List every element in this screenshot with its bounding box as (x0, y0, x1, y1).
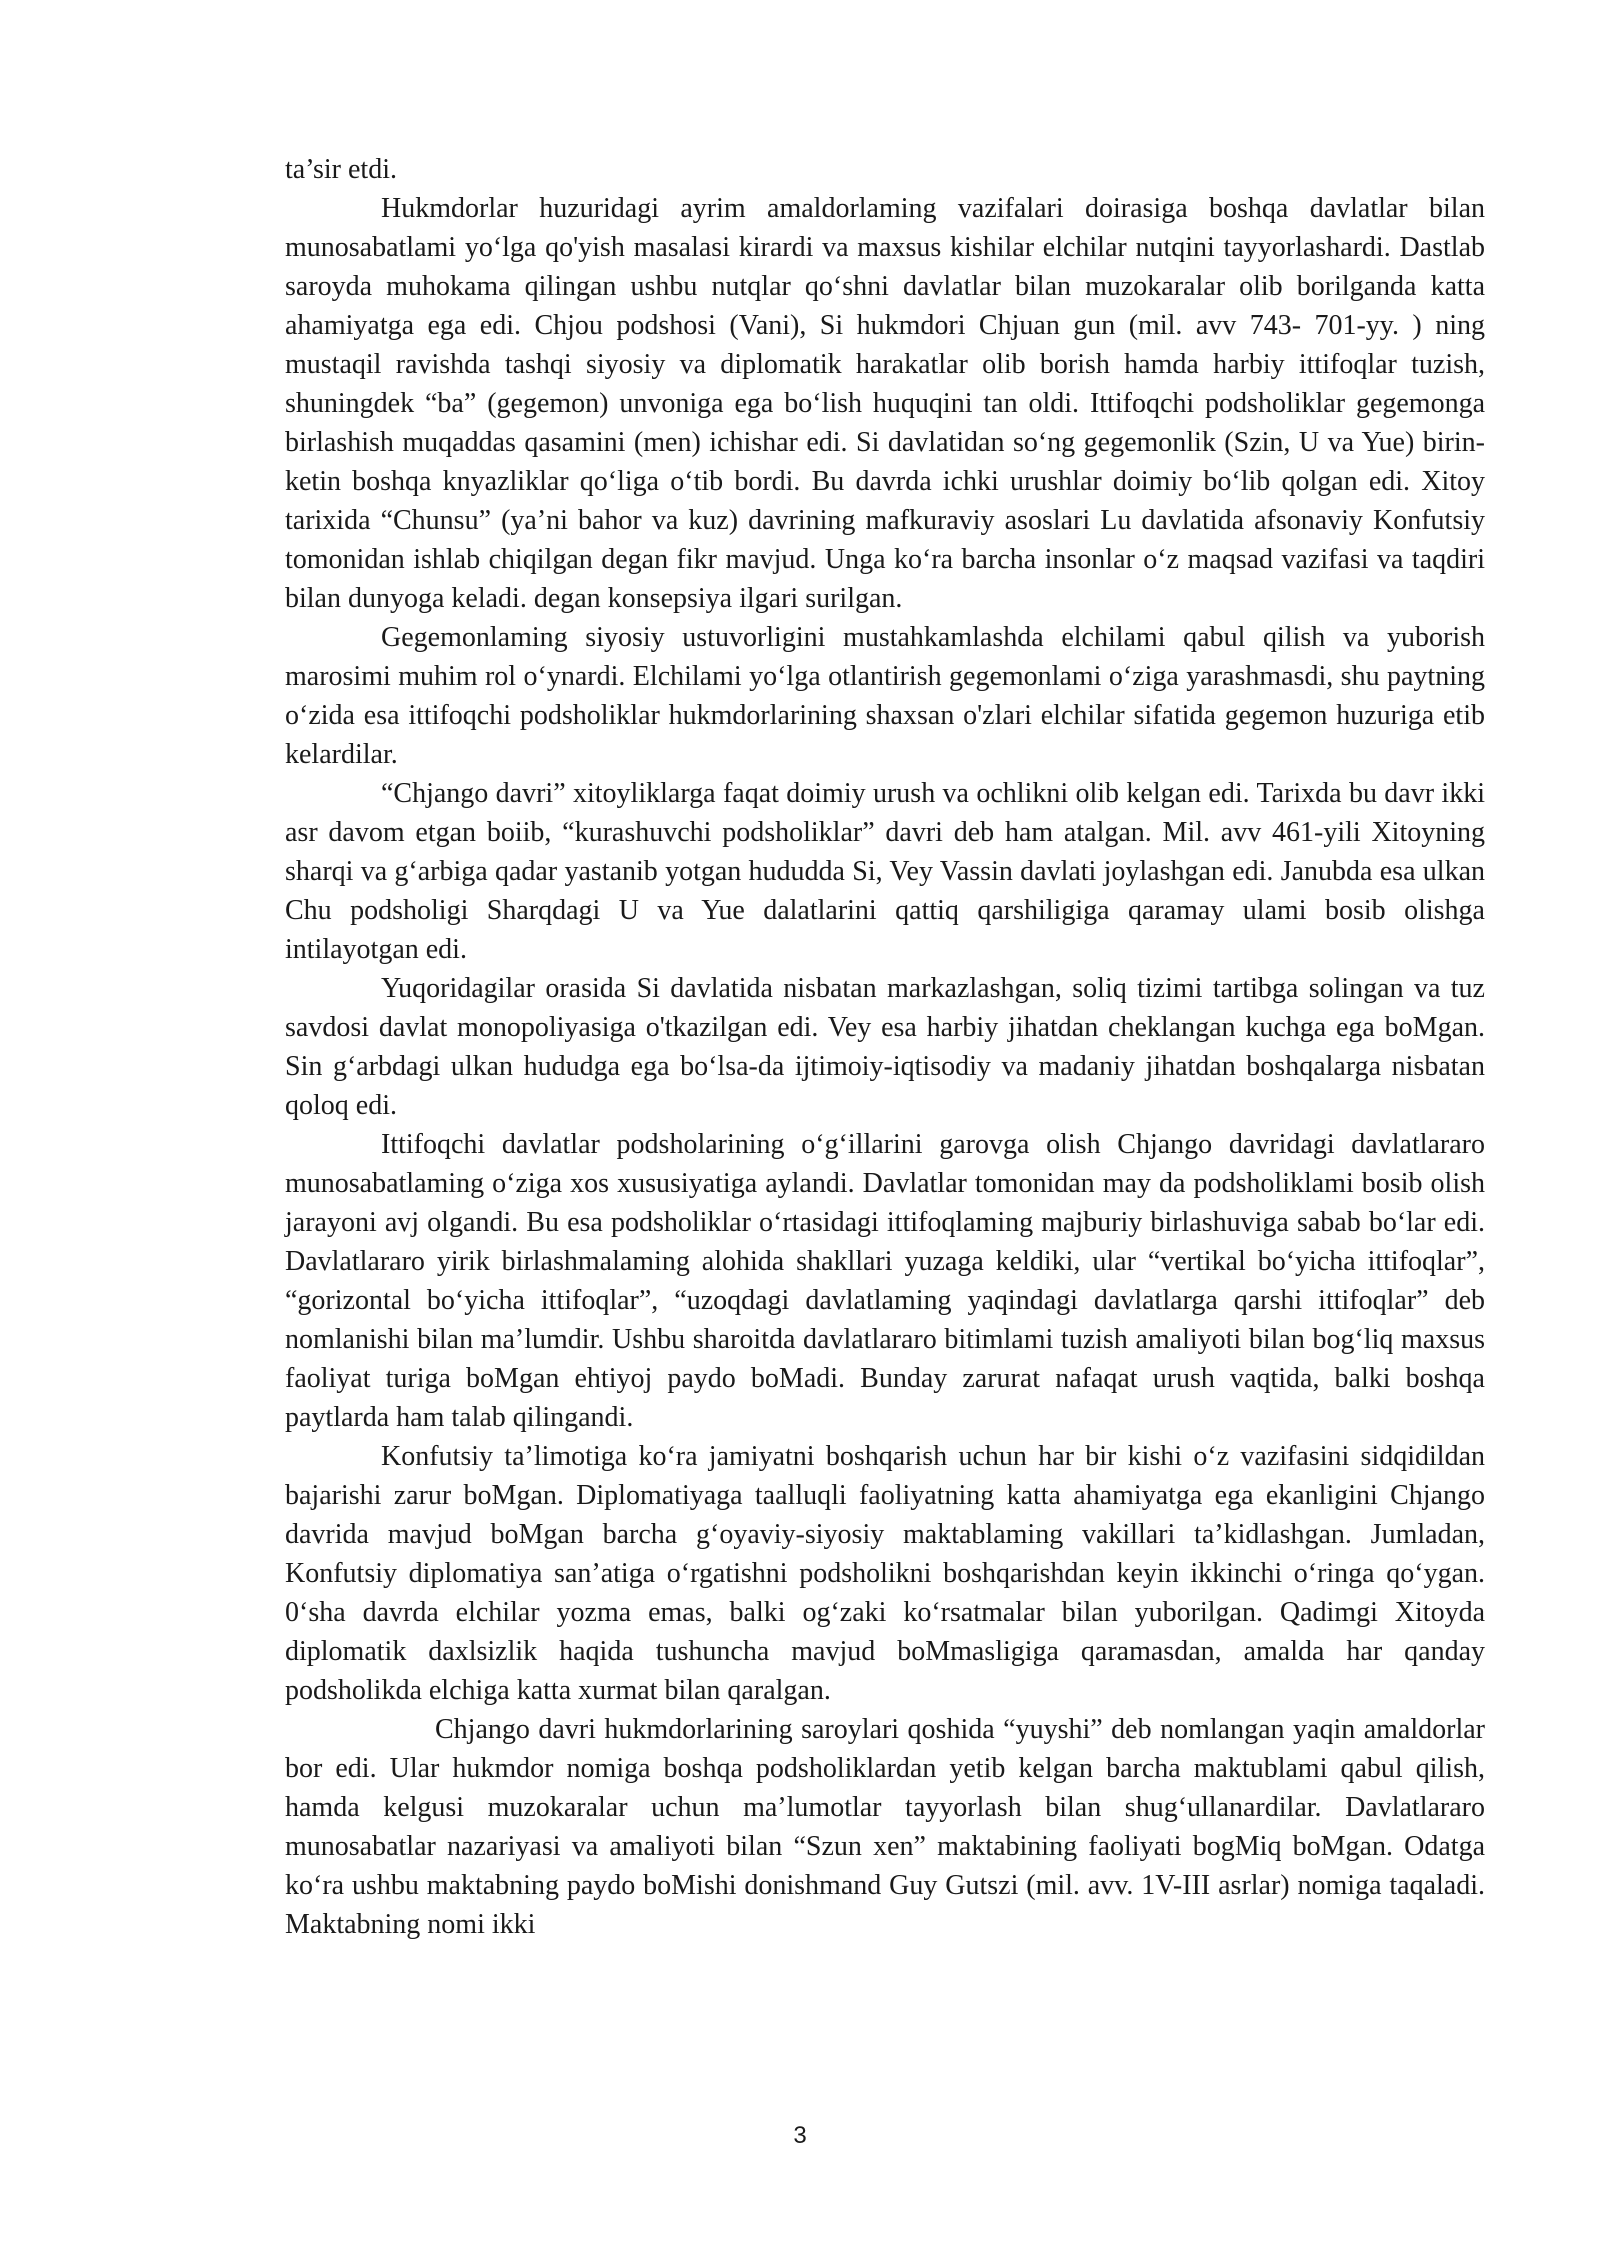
paragraph: Ittifoqchi davlatlar podsholarining o‘g‘illarini garovga olish Chjango davridagi davlatlararo munosabatlaming o‘ziga xos xususiyatiga aylandi. Davlatlar tomonidan may da podsholiklami bosib olish jarayoni avj olgandi. Bu esa podsholiklar o‘rtasidagi ittifoqlaming majburiy birlashuviga sabab bo‘lar edi. Davlatlararo yirik birlashmalaming alohida shakllari yuzaga keldiki, ular “vertikal bo‘yicha ittifoqlar”, “gorizontal bo‘yicha ittifoqlar”, “uzoqdagi davlatlaming yaqindagi davlatlarga qarshi ittifoqlar” deb nomlanishi bilan ma’lumdir. Ushbu sharoitda davlatlararo bitimlami tuzish amaliyoti bilan bog‘liq maxsus faoliyat turiga boMgan ehtiyoj paydo boMadi. Bunday zarurat nafaqat urush vaqtida, balki boshqa paytlarda ham talab qilingandi. (285, 1129, 1485, 1433)
paragraph: Hukmdorlar huzuridagi ayrim amaldorlaming vazifalari doirasiga boshqa davlatlar bilan munosabatlami yo‘lga qo'yish masalasi kirardi va maxsus kishilar elchilar nutqini tayyorlashardi. Dastlab saroyda muhokama qilingan ushbu nutqlar qo‘shni davlatlar bilan muzokaralar olib borilganda katta ahamiyatga ega edi. Chjou podshosi (Vani), Si hukmdori Chjuan gun (mil. avv 743- 701-yy. ) ning mustaqil ravishda tashqi siyosiy va diplomatik harakatlar olib borish hamda harbiy ittifoqlar tuzish, shuningdek “ba” (gegemon) unvoniga ega bo‘lish huquqini tan oldi. Ittifoqchi podsholiklar gegemonga birlashish muqaddas qasamini (men) ichishar edi. Si davlatidan so‘ng gegemonlik (Szin, U va Yue) birin-ketin boshqa knyazliklar qo‘liga o‘tib bordi. Bu davrda ichki urushlar doimiy bo‘lib qolgan edi. Xitoy tarixida “Chunsu” (ya’ni bahor va kuz) davrining mafkuraviy asoslari Lu davlatida afsonaviy Konfutsiy tomonidan ishlab chiqilgan degan fikr mavjud. Unga ko‘ra barcha insonlar o‘z maqsad vazifasi va taqdiri bilan dunyoga keladi. degan konsepsiya ilgari surilgan. (285, 193, 1485, 614)
paragraph: Chjango davri hukmdorlarining saroylari qoshida “yuyshi” deb nomlangan yaqin amaldorlar bor edi. Ular hukmdor nomiga boshqa podsholiklardan yetib kelgan barcha maktublami qabul qilish, hamda kelgusi muzokaralar uchun ma’lumotlar tayyorlash bilan shug‘ullanardilar. Davlatlararo munosabatlar nazariyasi va amaliyoti bilan “Szun xen” maktabining faoliyati bogMiq boMgan. Odatga ko‘ra ushbu maktabning paydo boMishi donishmand Guy Gutszi (mil. avv. 1V-III asrlar) nomiga taqaladi. Maktabning nomi ikki (285, 1714, 1485, 1940)
paragraph: Yuqoridagilar orasida Si davlatida nisbatan markazlashgan, soliq tizimi tartibga solingan va tuz savdosi davlat monopoliyasiga o'tkazilgan edi. Vey esa harbiy jihatdan cheklangan kuchga ega boMgan. Sin g‘arbdagi ulkan hududga ega bo‘lsa-da ijtimoiy-iqtisodiy va madaniy jihatdan boshqalarga nisbatan qoloq edi. (285, 973, 1485, 1121)
paragraph: ta’sir etdi. (285, 154, 397, 185)
paragraph: Gegemonlaming siyosiy ustuvorligini mustahkamlashda elchilami qabul qilish va yuborish marosimi muhim rol o‘ynardi. Elchilami yo‘lga otlantirish gegemonlami o‘ziga yarashmasdi, shu paytning o‘zida esa ittifoqchi podsholiklar hukmdorlarining shaxsan o'zlari elchilar sifatida gegemon huzuriga etib kelardilar. (285, 622, 1485, 770)
document-body (285, 150, 1485, 1944)
paragraph: Konfutsiy ta’limotiga ko‘ra jamiyatni boshqarish uchun har bir kishi o‘z vazifasini sidqidildan bajarishi zarur boMgan. Diplomatiyaga taalluqli faoliyatning katta ahamiyatga ega ekanligini Chjango davrida mavjud boMgan barcha g‘oyaviy-siyosiy maktablaming vakillari ta’kidlashgan. Jumladan, Konfutsiy diplomatiya san’atiga o‘rgatishni podsholikni boshqarishdan keyin ikkinchi o‘ringa qo‘ygan. 0‘sha davrda elchilar yozma emas, balki og‘zaki ko‘rsatmalar bilan yuborilgan. Qadimgi Xitoyda diplomatik daxlsizlik haqida tushuncha mavjud boMmasligiga qaramasdan, amalda har qanday podsholikda elchiga katta xurmat bilan qaralgan. (285, 1441, 1485, 1706)
page-number: 3 (793, 2122, 807, 2149)
paragraph: “Chjango davri” xitoyliklarga faqat doimiy urush va ochlikni olib kelgan edi. Tarixda bu davr ikki asr davom etgan boiib, “kurashuvchi podsholiklar” davri deb ham atalgan. Mil. avv 461-yili Xitoyning sharqi va g‘arbiga qadar yastanib yotgan hududda Si, Vey Vassin davlati joylashgan edi. Janubda esa ulkan Chu podsholigi Sharqdagi U va Yue dalatlarini qattiq qarshiligiga qaramay ulami bosib olishga intilayotgan edi. (285, 778, 1485, 965)
